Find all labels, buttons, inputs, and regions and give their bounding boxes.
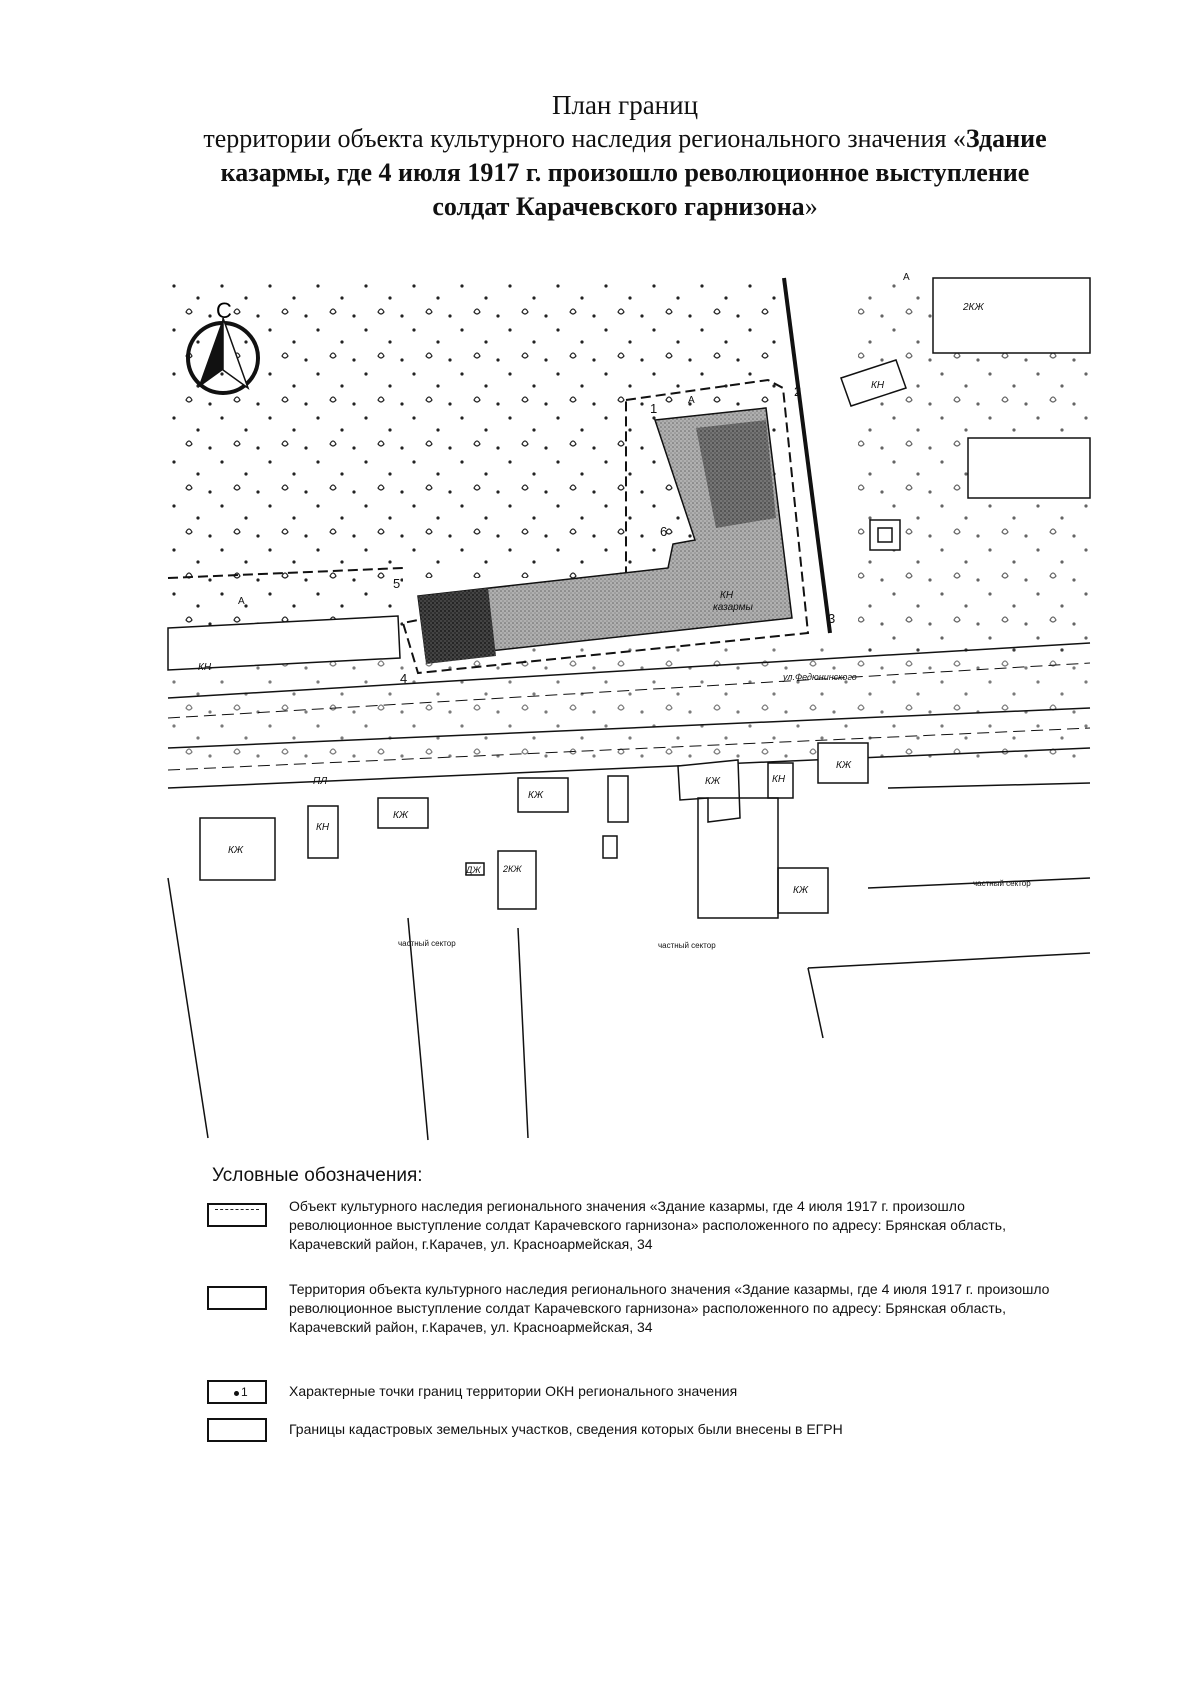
title-line-2-bold: Здание — [965, 124, 1047, 153]
label-kzh-3: КЖ — [528, 790, 544, 801]
title-line-2 — [130, 122, 1120, 156]
left-block-label: КН — [198, 662, 212, 673]
title-line-4-suffix: » — [804, 192, 818, 221]
label-kn-3: КН — [772, 774, 786, 785]
label-a-1: А — [688, 395, 695, 406]
label-kzh-5: КЖ — [836, 760, 852, 771]
label-a-3: А — [903, 272, 910, 283]
legend-symbol-object — [207, 1203, 267, 1227]
legend-text-points: Характерные точки границ территории ОКН регионального значения — [289, 1383, 738, 1399]
label-a-2: А — [238, 596, 245, 607]
label-dzh: ДЖ — [466, 865, 481, 875]
point-label-3: 3 — [828, 611, 836, 626]
title-line-2-text: территории объекта культурного наследия регионального значения « — [203, 124, 966, 153]
label-private-1: частный сектор — [398, 939, 456, 948]
legend-symbol-point-label: 1 — [241, 1385, 248, 1399]
legend-symbol-territory — [207, 1286, 267, 1310]
label-2kzh: 2КЖ — [963, 302, 984, 313]
main-building-label: КН — [720, 590, 734, 601]
legend-heading: Условные обозначения: — [212, 1165, 423, 1186]
legend-text-object: Объект культурного наследия регионального значения «Здание казармы, где 4 июля 1917 г. произошло революционное выступление солдат Карачевского гарнизона» расположенного по адресу: Брянская область, Карачевский район, г.Карачев, ул. Красноармейская, 34 — [289, 1198, 1006, 1252]
houses-south — [168, 743, 1090, 1140]
title-line-1: План границ — [551, 90, 699, 120]
label-pl: ПЛ — [313, 776, 328, 787]
legend-symbol-points — [207, 1380, 267, 1404]
street-label: ул.Федюнинского — [783, 672, 857, 682]
north-label: С — [216, 298, 232, 323]
label-kzh-4: КЖ — [705, 776, 721, 787]
point-label-2: 2 — [794, 384, 802, 399]
point-label-6: 6 — [660, 524, 668, 539]
label-kn-2: КН — [316, 822, 330, 833]
plan-title — [130, 88, 1120, 224]
site-plan-map — [168, 272, 1090, 1140]
title-line-4-bold: солдат Карачевского гарнизона — [432, 192, 805, 221]
label-2kzh-south: 2КЖ — [503, 864, 522, 874]
title-line-4 — [130, 190, 1120, 224]
main-building-sublabel: казармы — [713, 602, 753, 613]
label-kzh-1: КЖ — [228, 845, 244, 856]
heavy-boundary-line — [784, 278, 830, 633]
label-kzh-2: КЖ — [393, 810, 409, 821]
point-label-5: 5 — [393, 576, 401, 591]
legend-symbol-cadastral — [207, 1418, 267, 1442]
point-label-1: 1 — [650, 401, 658, 416]
label-private-2: частный сектор — [658, 941, 716, 950]
point-label-4: 4 — [400, 671, 408, 686]
legend-text-territory: Территория объекта культурного наследия регионального значения «Здание казармы, где 4 июля 1917 г. произошло революционное выступление солдат Карачевского гарнизона» расположенного по адресу: Брянская область, Карачевский район, г.Карачев, ул. Красноармейская, 34 — [289, 1281, 1050, 1335]
legend-text-cadastral: Границы кадастровых земельных участков, сведения которых были внесены в ЕГРН — [289, 1421, 843, 1437]
title-line-3: казармы, где 4 июля 1917 г. произошло революционное выступление — [220, 158, 1030, 187]
label-kzh-6: КЖ — [793, 885, 809, 896]
label-kn-east: КН — [871, 380, 885, 391]
label-private-3: частный сектор — [973, 879, 1031, 888]
